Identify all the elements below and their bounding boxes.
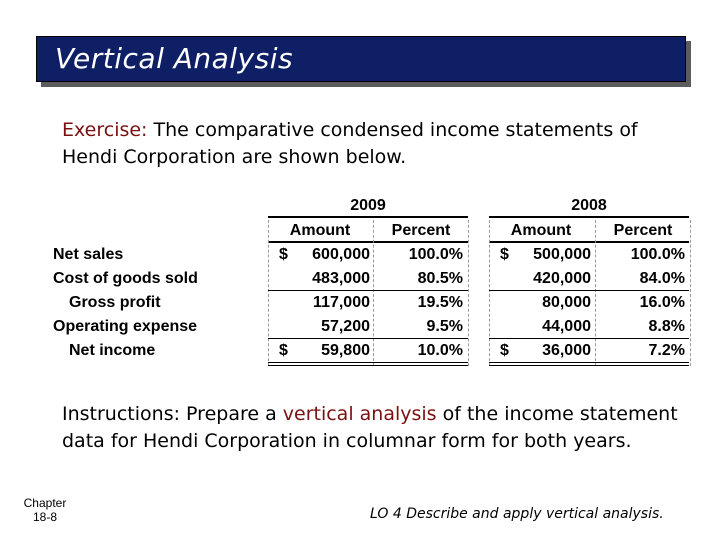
learning-objective: LO 4 Describe and apply vertical analysis.	[370, 506, 664, 522]
col-header-percent-2009: Percent	[391, 222, 451, 239]
row-label-net-sales: Net sales	[53, 246, 124, 263]
row-label-net-income: Net income	[69, 342, 156, 359]
cell-amount-2009: 57,200	[321, 318, 370, 335]
exercise-paragraph	[62, 117, 682, 171]
total-double-rule-2009	[268, 365, 468, 366]
row-label-operating-expense: Operating expense	[53, 318, 198, 335]
divider	[373, 220, 374, 366]
year-header-2009: 2009	[350, 197, 386, 214]
row-label-cogs: Cost of goods sold	[53, 270, 198, 287]
divider	[268, 220, 269, 366]
cell-percent-2009: 10.0%	[417, 342, 463, 359]
col-header-amount-2009: Amount	[289, 222, 351, 239]
divider	[690, 220, 691, 366]
instructions-text-after: of the income statement data for Hendi Corporation in columnar form for both years.	[62, 403, 678, 452]
cell-amount-2008: 500,000	[533, 246, 591, 263]
divider	[595, 220, 596, 366]
subtotal-rule-2008	[489, 338, 689, 339]
chapter-marker	[20, 496, 70, 524]
cell-amount-2008: 36,000	[542, 342, 591, 359]
divider	[489, 220, 490, 366]
dollar-sign: $	[279, 246, 288, 263]
chapter-label: Chapter	[23, 496, 67, 510]
cell-amount-2009: 59,800	[321, 342, 370, 359]
col-header-amount-2008: Amount	[510, 222, 572, 239]
cell-percent-2009: 9.5%	[426, 318, 463, 335]
subtotal-rule-2009	[268, 290, 468, 291]
year-rule-2008	[489, 216, 689, 218]
dollar-sign: $	[500, 342, 509, 359]
total-double-rule-2009	[268, 362, 468, 363]
cell-percent-2008: 8.8%	[648, 318, 685, 335]
dollar-sign: $	[500, 246, 509, 263]
cell-percent-2008: 100.0%	[630, 246, 685, 263]
cell-percent-2009: 80.5%	[417, 270, 463, 287]
cell-amount-2009: 117,000	[313, 294, 370, 311]
col-header-percent-2008: Percent	[613, 222, 673, 239]
cell-percent-2008: 7.2%	[648, 342, 685, 359]
subtotal-rule-2008	[489, 290, 689, 291]
row-label-gross-profit: Gross profit	[69, 294, 161, 311]
year-rule-2009	[268, 216, 468, 218]
header-rule-2008	[489, 241, 689, 243]
total-double-rule-2008	[489, 362, 689, 363]
cell-amount-2008: 80,000	[542, 294, 591, 311]
dollar-sign: $	[279, 342, 288, 359]
instructions-text-before: Prepare a	[186, 403, 283, 425]
cell-percent-2008: 84.0%	[639, 270, 685, 287]
instructions-highlight: vertical analysis	[282, 403, 437, 425]
divider	[468, 220, 469, 366]
instructions-paragraph	[62, 401, 682, 455]
year-header-2008: 2008	[571, 197, 607, 214]
subtotal-rule-2009	[268, 338, 468, 339]
cell-percent-2009: 100.0%	[408, 246, 463, 263]
chapter-number: 18-8	[32, 510, 58, 524]
cell-percent-2008: 16.0%	[639, 294, 685, 311]
cell-percent-2009: 19.5%	[417, 294, 463, 311]
cell-amount-2008: 420,000	[533, 270, 591, 287]
page-title: Vertical Analysis	[55, 42, 294, 75]
total-double-rule-2008	[489, 365, 689, 366]
exercise-text: The comparative condensed income statements of Hendi Corporation are shown below.	[62, 119, 638, 168]
header-rule-2009	[268, 241, 468, 243]
title-bar	[36, 36, 686, 82]
instructions-label: Instructions:	[62, 403, 180, 425]
exercise-label: Exercise:	[62, 119, 148, 141]
cell-amount-2009: 600,000	[312, 246, 370, 263]
cell-amount-2008: 44,000	[542, 318, 591, 335]
cell-amount-2009: 483,000	[312, 270, 370, 287]
